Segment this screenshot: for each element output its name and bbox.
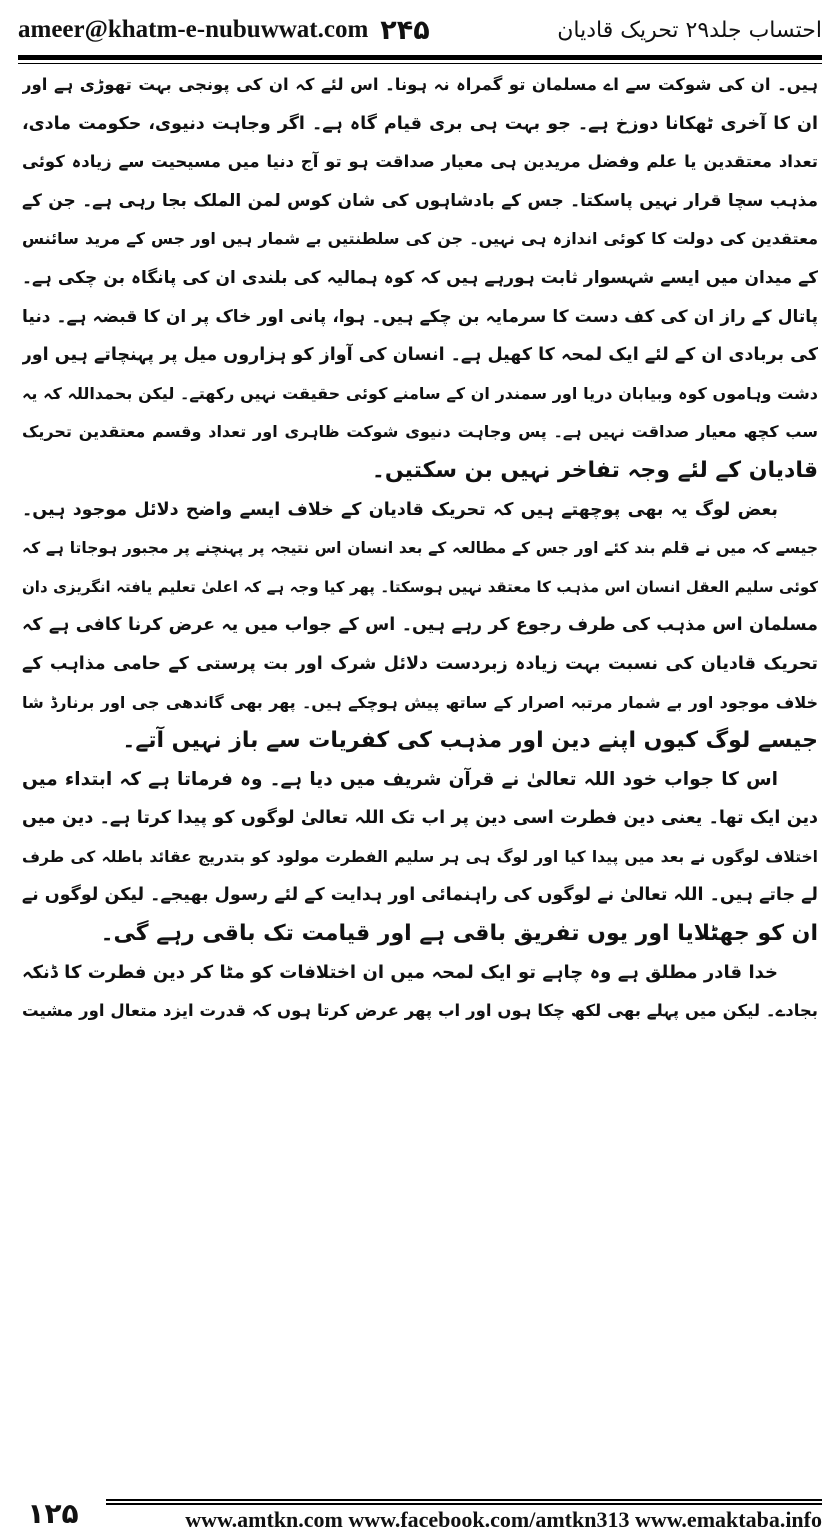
text-line: ہیں۔ ان کی شوکت سے اے مسلمان تو گمراہ نہ ہونا۔ اس لئے کہ ان کی پونجی بہت تھوڑی ہے اور [22, 75, 818, 94]
header-rule-thin [18, 63, 822, 64]
text-line: ان کا آخری ٹھکانا دوزخ ہے۔ جو بہت ہی بری قیام گاہ ہے۔ اگر وجاہت دنیوی، حکومت مادی، [22, 113, 818, 134]
header-title: احتساب جلد۲۹ تحریک قادیان [557, 17, 822, 43]
header-left [18, 15, 430, 46]
page-footer [18, 1493, 822, 1537]
text-line: مذہب سچا قرار نہیں پاسکتا۔ جس کے بادشاہوں کی شان کوس لمن الملک بجا رہی ہے۔ جن کے [22, 190, 818, 211]
text-line: اس کا جواب خود اللہ تعالیٰ نے قرآن شریف میں دیا ہے۔ وہ فرماتا ہے کہ ابتداء میں [22, 768, 778, 790]
text-line: دین ایک تھا۔ یعنی دین فطرت اسی دین پر اب تک اللہ تعالیٰ لوگوں کو پیدا کرتا ہے۔ دین میں [22, 808, 818, 829]
header-page-number: ۲۴۵ [380, 14, 430, 46]
text-line: تعداد معتقدین یا علم وفضل مریدین ہی معیار صداقت ہو تو آج دنیا میں مسیحیت سے زیادہ کوئی [22, 152, 818, 172]
header-email: ameer@khatm-e-nubuwwat.com [18, 16, 369, 43]
text-line: کے میدان میں ایسے شہسوار ثابت ہورہے ہیں کہ کوہ ہمالیہ کی بلندی ان کی پانگاہ بن چکی ہے۔ [22, 267, 818, 288]
text-line: سب کچھ معیار صداقت نہیں ہے۔ پس وجاہت دنیوی شوکت ظاہری اور تعداد وقسم معتقدین تحریک [22, 422, 818, 442]
text-line: کی بربادی ان کے لئے ایک لمحہ کا کھیل ہے۔ انسان کی آواز کو ہزاروں میل پر پہنچاتے ہیں اور [22, 345, 818, 366]
text-line: تحریک قادیان کی نسبت بہت زیادہ زبردست دلائل شرک اور بت پرستی کے حامی مذاہب کے [22, 653, 818, 674]
text-line: معتقدین کی دولت کا کوئی اندازہ ہی نہیں۔ جن کی سلطنتیں بے شمار ہیں اور جس کے مرید سائنس [22, 229, 818, 249]
text-line: بجادے۔ لیکن میں پہلے بھی لکھ چکا ہوں اور اب پھر عرض کرتا ہوں کہ قدرت ایزد متعال اور مشیت [22, 1001, 818, 1021]
text-line: جیسے کہ میں نے قلم بند کئے اور جس کے مطالعہ کے بعد انسان اس نتیجہ پر پہنچنے پر مجبور ہوجاتا ہے کہ [22, 539, 818, 558]
text-line: پاتال کے راز ان کی کف دست کا سرمایہ بن چکے ہیں۔ ہوا، پانی اور خاک پر ان کا قبضہ ہے۔ دنیا [22, 306, 818, 327]
text-line: جیسے لوگ کیوں اپنے دین اور مذہب کی کفریات سے باز نہیں آتے۔ [122, 728, 818, 754]
text-line: کوئی سلیم العقل انسان اس مذہب کا معتقد نہیں ہوسکتا۔ پھر کیا وجہ ہے کہ اعلیٰ تعلیم یافتہ انگریزی دان [22, 577, 818, 596]
footer-rule [106, 1503, 822, 1505]
footer-rule [106, 1499, 822, 1501]
text-line: قادیان کے لئے وجہ تفاخر نہیں بن سکتیں۔ [371, 457, 818, 483]
text-line: دشت وہاموں کوہ وبیابان دریا اور سمندر ان کے سامنے کوئی حقیقت نہیں رکھتے۔ لیکن بحمداللہ کہ یہ [22, 383, 818, 403]
page-header [18, 8, 822, 52]
footer-page-number: ۱۲۵ [27, 1497, 79, 1530]
text-line: بعض لوگ یہ بھی پوچھتے ہیں کہ تحریک قادیان کے خلاف ایسے واضح دلائل موجود ہیں۔ [22, 499, 778, 520]
text-line: لے جاتے ہیں۔ اللہ تعالیٰ نے لوگوں کی راہنمائی اور ہدایت کے لئے رسول بھیجے۔ لیکن لوگوں نے [22, 885, 818, 906]
footer-urls: www.amtkn.com www.facebook.com/amtkn313 www.emaktaba.info [185, 1507, 822, 1532]
text-line: ان کو جھٹلایا اور یوں تفریق باقی ہے اور قیامت تک باقی رہے گی۔ [100, 921, 818, 947]
body-text [22, 66, 818, 1031]
text-line: خدا قادر مطلق ہے وہ چاہے تو ایک لمحہ میں ان اختلافات کو مٹا کر دین فطرت کا ڈنکہ [22, 961, 778, 983]
text-line: مسلمان اس مذہب کی طرف رجوع کر رہے ہیں۔ اس کے جواب میں یہ عرض کرنا کافی ہے کہ [22, 615, 818, 636]
text-line: خلاف موجود اور بے شمار مرتبہ اصرار کے ساتھ پیش ہوچکے ہیں۔ پھر بھی گاندھی جی اور برنارڈ شا [22, 692, 818, 712]
text-line: اختلاف لوگوں نے بعد میں پیدا کیا اور لوگ ہی ہر سلیم الفطرت مولود کو بتدریج عقائد باطلہ کی طرف [22, 847, 818, 866]
header-rule-thick [18, 55, 822, 60]
